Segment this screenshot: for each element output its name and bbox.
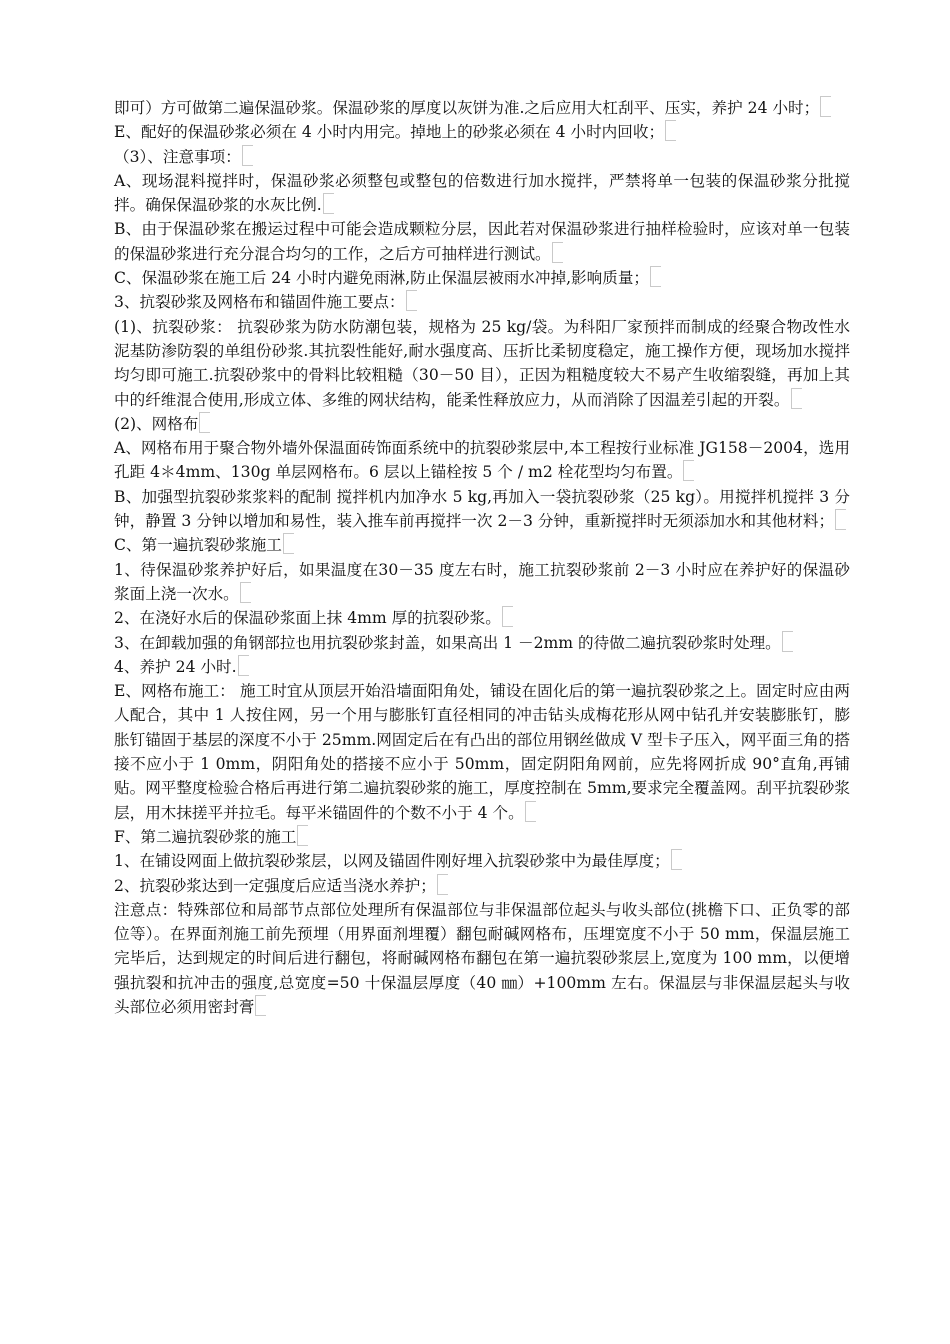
paragraph-end-marker xyxy=(297,825,308,846)
document-body xyxy=(114,96,850,1019)
paragraph-end-marker xyxy=(683,460,694,481)
paragraph: 2、抗裂砂浆达到一定强度后应适当浇水养护； xyxy=(114,874,850,898)
paragraph-end-marker xyxy=(323,193,334,214)
paragraph-end-marker xyxy=(238,655,249,676)
paragraph: (2)、网格布 xyxy=(114,412,850,436)
paragraph: B、由于保温砂浆在搬运过程中可能会造成颗粒分层，因此若对保温砂浆进行抽样检验时，应该对单一包装的保温砂浆进行充分混合均匀的工作，之后方可抽样进行测试。 xyxy=(114,220,850,263)
paragraph-end-marker xyxy=(820,96,831,117)
paragraph: 4、养护 24 小时. xyxy=(114,655,850,679)
paragraph-end-marker xyxy=(671,849,682,870)
paragraph-end-marker xyxy=(665,120,676,141)
paragraph-end-marker xyxy=(283,533,294,554)
paragraph: 注意点：特殊部位和局部节点部位处理所有保温部位与非保温部位起头与收头部位(挑檐下口、正负零的部位等）。在界面剂施工前先预埋（用界面剂埋覆）翻包耐碱网格布，压埋宽度不小于 50 mm，保温层施工完毕后，达到规定的时间后进行翻包，将耐碱网格布翻包在第一遍抗裂砂浆层上,宽度为 100 mm，以便增强抗裂和抗冲击的强度,总宽度=50 十保温层厚度（40 ㎜）+100mm 左右。保温层与非保温层起头与收头部位必须用密封膏 xyxy=(114,900,850,1016)
paragraph-end-marker xyxy=(782,631,793,652)
paragraph: C、第一遍抗裂砂浆施工 xyxy=(114,533,850,557)
paragraph: 2、在浇好水后的保温砂浆面上抹 4mm 厚的抗裂砂浆。 xyxy=(114,606,850,630)
paragraph: 3、抗裂砂浆及网格布和锚固件施工要点： xyxy=(114,290,850,314)
paragraph: B、加强型抗裂砂浆浆料的配制 搅拌机内加净水 5 kg,再加入一袋抗裂砂浆（25 kg）。用搅拌机搅拌 3 分钟，静置 3 分钟以增加和易性，装入推车前再搅拌一次 2－3 分钟，重新搅拌时无须添加水和其他材料； xyxy=(114,487,850,531)
paragraph-end-marker xyxy=(406,290,417,311)
paragraph-end-marker xyxy=(240,582,251,603)
paragraph-end-marker xyxy=(650,266,661,287)
paragraph-end-marker xyxy=(255,995,266,1016)
paragraph: F、第二遍抗裂砂浆的施工 xyxy=(114,825,850,849)
paragraph: C、保温砂浆在施工后 24 小时内避免雨淋,防止保温层被雨水冲掉,影响质量； xyxy=(114,266,850,290)
paragraph-end-marker xyxy=(437,874,448,895)
paragraph: E、网格布施工： 施工时宜从顶层开始沿墙面阳角处，铺设在固化后的第一遍抗裂砂浆之上。固定时应由两人配合，其中 1 人按住网，另一个用与膨胀钉直径相同的冲击钻头成梅花形从网中钻孔并安装膨胀钉，膨胀钉锚固于基层的深度不小于 25mm.网固定后在有凸出的部位用钢丝做成 V 型卡子压入，网平面三角的搭接不应小于 1 0mm，阴阳角处的搭接不应小于 50mm，固定阴阳角网前，应先将网折成 90°直角,再铺贴。网平整度检验合格后再进行第二遍抗裂砂浆的施工，厚度控制在 5mm,要求完全覆盖网。刮平抗裂砂浆层，用木抹搓平并拉毛。每平米锚固件的个数不小于 4 个。 xyxy=(114,682,850,822)
paragraph: E、配好的保温砂浆必须在 4 小时内用完。掉地上的砂浆必须在 4 小时内回收； xyxy=(114,120,850,144)
paragraph: (1)、抗裂砂浆： 抗裂砂浆为防水防潮包装，规格为 25 kg/袋。为科阳厂家预拌而制成的经聚合物改性水泥基防渗防裂的单组份砂浆.其抗裂性能好,耐水强度高、压折比柔韧度稳定，施工操作方便，现场加水搅拌均匀即可施工.抗裂砂浆中的骨料比较粗糙（30－50 目），正因为粗糙度较大不易产生收缩裂缝，再加上其中的纤维混合使用,形成立体、多维的网状结构，能柔性释放应力，从而消除了因温差引起的开裂。 xyxy=(114,317,850,409)
paragraph-end-marker xyxy=(199,412,210,433)
paragraph: （3）、注意事项： xyxy=(114,145,850,169)
paragraph-end-marker xyxy=(835,509,846,530)
paragraph: 3、在卸载加强的角钢部拉也用抗裂砂浆封盖，如果高出 1 －2mm 的待做二遍抗裂砂浆时处理。 xyxy=(114,631,850,655)
paragraph-end-marker xyxy=(552,242,563,263)
paragraph: 1、待保温砂浆养护好后，如果温度在30－35 度左右时，施工抗裂砂浆前 2－3 小时应在养护好的保温砂浆面上浇一次水。 xyxy=(114,560,850,603)
paragraph: A、现场混料搅拌时，保温砂浆必须整包或整包的倍数进行加水搅拌，严禁将单一包装的保温砂浆分批搅拌。确保保温砂浆的水灰比例. xyxy=(114,171,850,215)
paragraph: A、网格布用于聚合物外墙外保温面砖饰面系统中的抗裂砂浆层中,本工程按行业标准 JG158－2004，选用孔距 4＊4mm、130g 单层网格布。6 层以上锚栓按 5 个 / m2 栓花型均匀布置。 xyxy=(114,439,850,482)
paragraph-end-marker xyxy=(242,145,253,166)
paragraph-end-marker xyxy=(502,606,513,627)
paragraph-end-marker xyxy=(791,388,802,409)
paragraph: 即可）方可做第二遍保温砂浆。保温砂浆的厚度以灰饼为准.之后应用大杠刮平、压实，养护 24 小时； xyxy=(114,96,850,120)
paragraph: 1、在铺设网面上做抗裂砂浆层，以网及锚固件刚好埋入抗裂砂浆中为最佳厚度； xyxy=(114,849,850,873)
paragraph-end-marker xyxy=(525,801,536,822)
